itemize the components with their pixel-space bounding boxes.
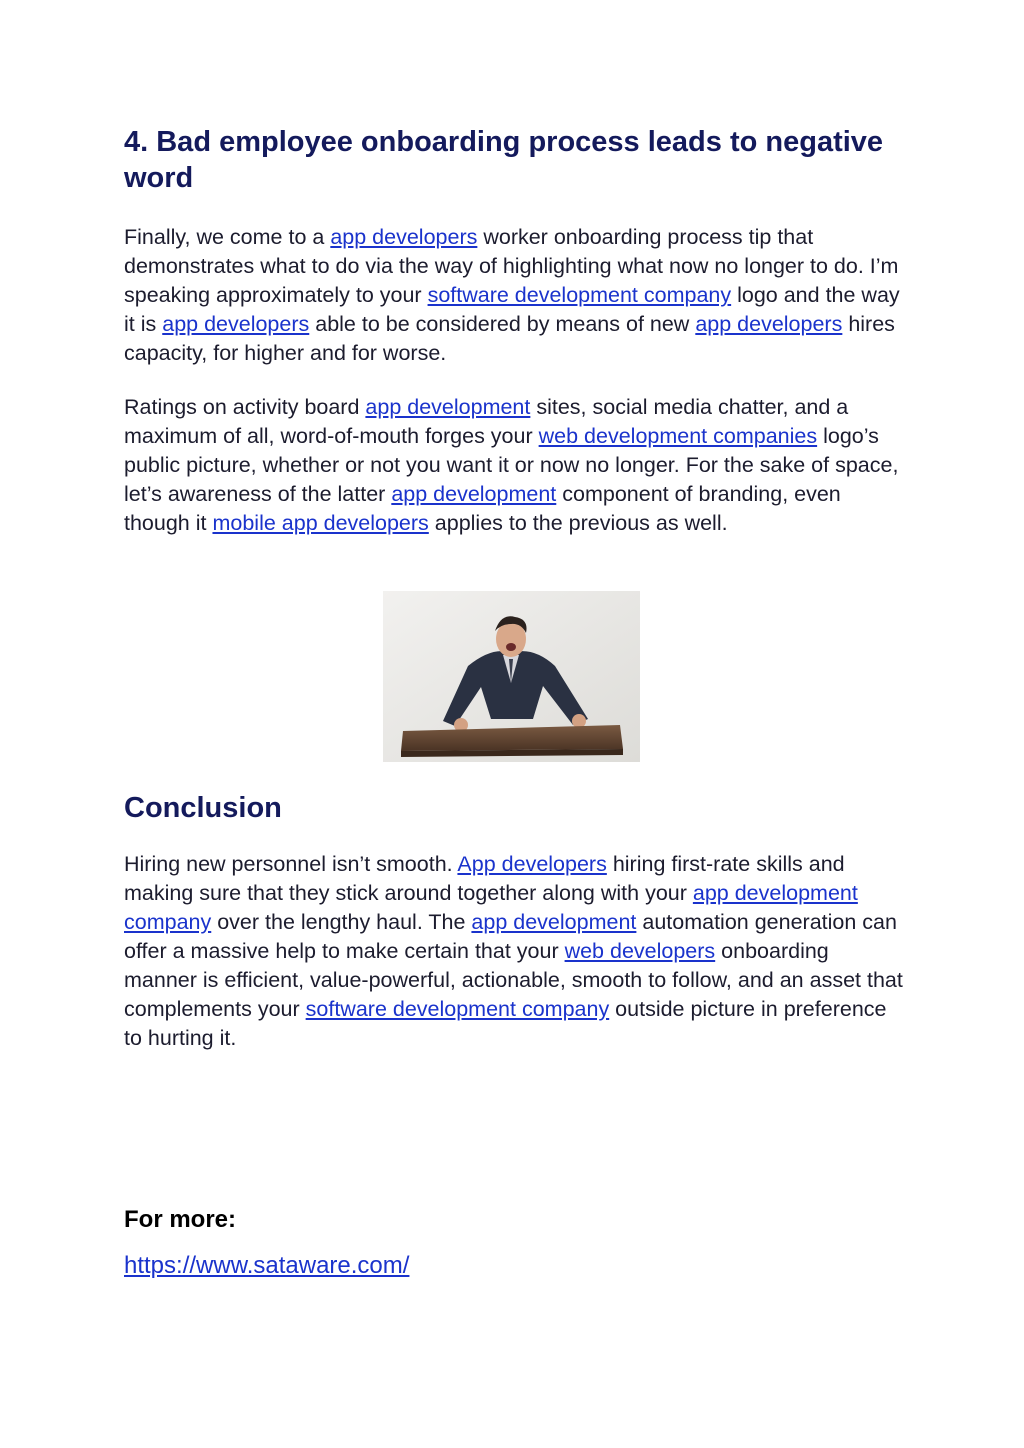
- link-app-developers[interactable]: app developers: [330, 225, 478, 249]
- link-app-development[interactable]: app development: [391, 482, 557, 506]
- angry-businessman-photo: [383, 591, 640, 762]
- conclusion-heading: Conclusion: [124, 792, 282, 824]
- link-web-developers[interactable]: web developers: [564, 939, 716, 963]
- link-app-developers[interactable]: app developers: [162, 312, 310, 336]
- paragraph-1: Finally, we come to a app developers worker onboarding process tip that demonstrates what to do via the way of highlighting what now no longer to do. I’m speaking approximately to your software development company logo and the way it is app developers able to be considered by means of new app developers hires capacity, for higher and for worse.: [124, 225, 900, 365]
- link-app-developers[interactable]: app developers: [695, 312, 843, 336]
- link-app-development[interactable]: app development: [365, 395, 531, 419]
- section-heading: 4. Bad employee onboarding process leads to negative word: [124, 126, 884, 194]
- link-web-development-companies[interactable]: web development companies: [538, 424, 818, 448]
- for-more-label: For more:: [124, 1206, 237, 1233]
- link-app-developers[interactable]: App developers: [457, 852, 607, 876]
- conclusion-paragraph: Hiring new personnel isn’t smooth. App developers hiring first-rate skills and making sure that they stick around together along with your app development company over the lengthy haul. The app development automation generation can offer a massive help to make certain that your web developers onboarding manner is efficient, value-powerful, actionable, smooth to follow, and an asset that complements your software development company outside picture in preference to hurting it.: [124, 852, 903, 1050]
- link-software-development-company[interactable]: software development company: [305, 997, 610, 1021]
- website-link[interactable]: https://www.sataware.com/: [124, 1252, 410, 1279]
- link-app-development[interactable]: app development: [471, 910, 637, 934]
- link-mobile-app-developers[interactable]: mobile app developers: [212, 511, 429, 535]
- link-software-development-company[interactable]: software development company: [427, 283, 732, 307]
- photo-illustration: [383, 591, 640, 762]
- paragraph-2: Ratings on activity board app development sites, social media chatter, and a maximum of all, word-of-mouth forges your web development companies logo’s public picture, whether or not you want it or now no longer. For the sake of space, let’s awareness of the latter app development component of branding, even though it mobile app developers applies to the previous as well.: [124, 395, 899, 535]
- link-app-development-company[interactable]: app development company: [124, 881, 858, 934]
